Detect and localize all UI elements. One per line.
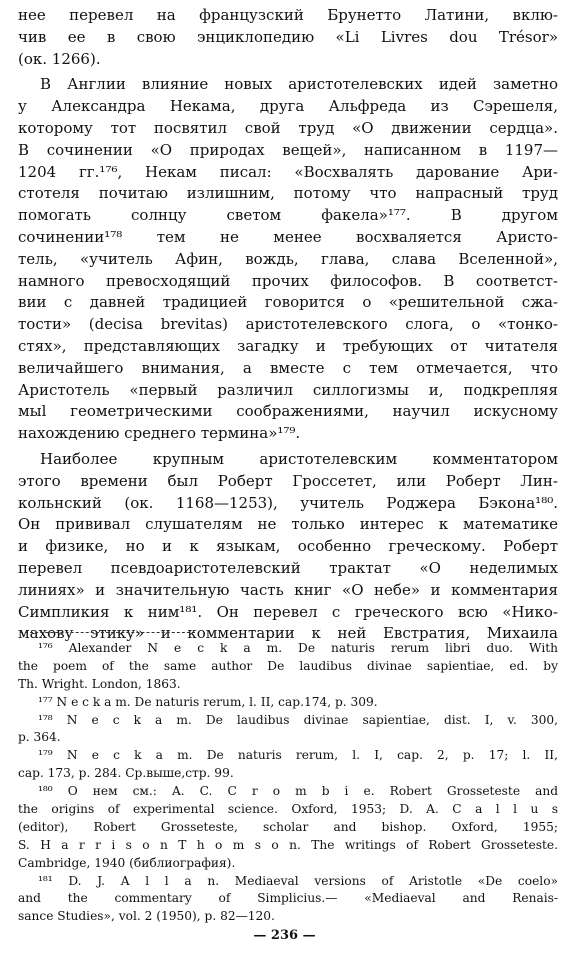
text-line: стях», представляющих загадку и требующих от читателя bbox=[18, 336, 558, 355]
text-line: Наиболее крупным аристотелевским комментатором bbox=[40, 449, 558, 468]
text-line: стотеля почитаю излишним, потому что напрасный труд bbox=[18, 184, 558, 203]
footnote-line: ¹⁷⁹ N e c k a m. De naturis rerum, l. I, cap. 2, p. 17; l. II, bbox=[38, 748, 558, 763]
text-line: Аристотель «первый различил силлогизмы и, подкрепляя bbox=[18, 380, 558, 399]
text-line: В сочинении «О природах вещей», написанном в 1197— bbox=[18, 140, 558, 159]
text-line: перевел псевдоаристотелевский трактат «О неделимых bbox=[18, 558, 558, 577]
footnote-line: (editor), Robert Grosseteste, scholar and bishop. Oxford, 1955; bbox=[18, 819, 558, 834]
text-line: Он прививал слушателям не только интерес к математике bbox=[18, 515, 558, 534]
text-line: вии с давней традицией говорится о «решительной сжа- bbox=[18, 293, 558, 312]
main-text bbox=[18, 5, 558, 645]
text-line: В Англии влияние новых аристотелевских идей заметно bbox=[40, 75, 558, 94]
text-line: мыl геометрическими соображениями, научил искусному bbox=[18, 402, 558, 421]
text-line: этого времени был Роберт Гроссетет, или Роберт Лин- bbox=[18, 471, 558, 490]
text-line: кольнский (ок. 1168—1253), учитель Роджера Бэкона¹⁸⁰. bbox=[18, 493, 558, 512]
text-line: намного превосходящий прочих философов. В соответст- bbox=[18, 271, 558, 290]
text-line: сочинении¹⁷⁸ тем не менее восхваляется Аристо- bbox=[18, 227, 558, 246]
footnotes bbox=[18, 640, 558, 926]
text-line: линиях» и значительную часть книг «О небе» и комментария bbox=[18, 580, 558, 599]
footnote-line: the poem of the same author De laudibus divinae sapientiae, ed. by bbox=[18, 658, 558, 673]
footnote-line: ¹⁷⁷ N e c k a m. De naturis rerum, l. II, cap.174, p. 309. bbox=[38, 694, 378, 709]
footnote-line: Cambridge, 1940 (библиография). bbox=[18, 855, 236, 870]
text-line: помогать солнцу светом факела»¹⁷⁷. В другом bbox=[18, 206, 558, 225]
text-line: нее перевел на французский Брунетто Латини, вклю- bbox=[18, 6, 558, 24]
footnote-line: and the commentary of Simplicius.— «Mediaeval and Renais- bbox=[18, 891, 558, 906]
text-line: и физике, но и к языкам, особенно греческому. Роберт bbox=[18, 537, 558, 556]
text-line: тель, «учитель Афин, вождь, глава, слава Вселенной», bbox=[18, 249, 558, 268]
footnote-line: ¹⁸¹ D. J. A l l a n. Mediaeval versions of Aristotle «De coelo» bbox=[38, 873, 558, 888]
footnote-line: Th. Wright. London, 1863. bbox=[18, 676, 181, 691]
text-line: у Александра Некама, друга Альфреда из Сэрешеля, bbox=[18, 97, 558, 116]
footnote-separator bbox=[20, 632, 195, 633]
page-number: — 236 — bbox=[253, 928, 316, 943]
footnote-line: S. H a r r i s o n T h o m s o n. The writings of Robert Grosseteste. bbox=[18, 837, 558, 852]
text-line: величайшего внимания, а вместе с тем отмечается, что bbox=[18, 358, 558, 377]
footnote-line: the origins of experimental science. Oxford, 1953; D. A. C a l l u s bbox=[18, 802, 558, 817]
footnote-line: sance Studies», vol. 2 (1950), p. 82—120. bbox=[18, 909, 275, 924]
text-line: тости» (decisa brevitas) аристотелевского слога, о «тонко- bbox=[18, 315, 558, 334]
text-line: (ок. 1266). bbox=[18, 49, 101, 68]
text-line: Симпликия к ним¹⁸¹. Он перевел с греческого всю «Нико- bbox=[18, 602, 558, 621]
text-line: 1204 гг.¹⁷⁶, Некам писал: «Восхвалять дарование Ари- bbox=[18, 162, 558, 181]
text-line: чив ее в свою энциклопедию «Li Livres dou Trésor» bbox=[18, 27, 558, 46]
footnote-line: cap. 173, p. 284. Ср.выше,стр. 99. bbox=[18, 766, 234, 781]
footnote-line: ¹⁷⁶ Alexander N e c k a m. De naturis rerum libri duo. With bbox=[38, 641, 558, 655]
text-line: которому тот посвятил свой труд «О движении сердца». bbox=[18, 118, 558, 137]
text-line: нахождению среднего термина»¹⁷⁹. bbox=[18, 424, 301, 443]
text-line: махову этику» и комментарии к ней Евстратия, Михаила bbox=[18, 624, 558, 643]
footnote-line: ¹⁸⁰ О нем см.: A. C. C r o m b i e. Robert Grosseteste and bbox=[38, 784, 558, 799]
footnote-line: p. 364. bbox=[18, 730, 61, 745]
footnote-line: ¹⁷⁸ N e c k a m. De laudibus divinae sapientiae, dist. I, v. 300, bbox=[38, 712, 558, 727]
